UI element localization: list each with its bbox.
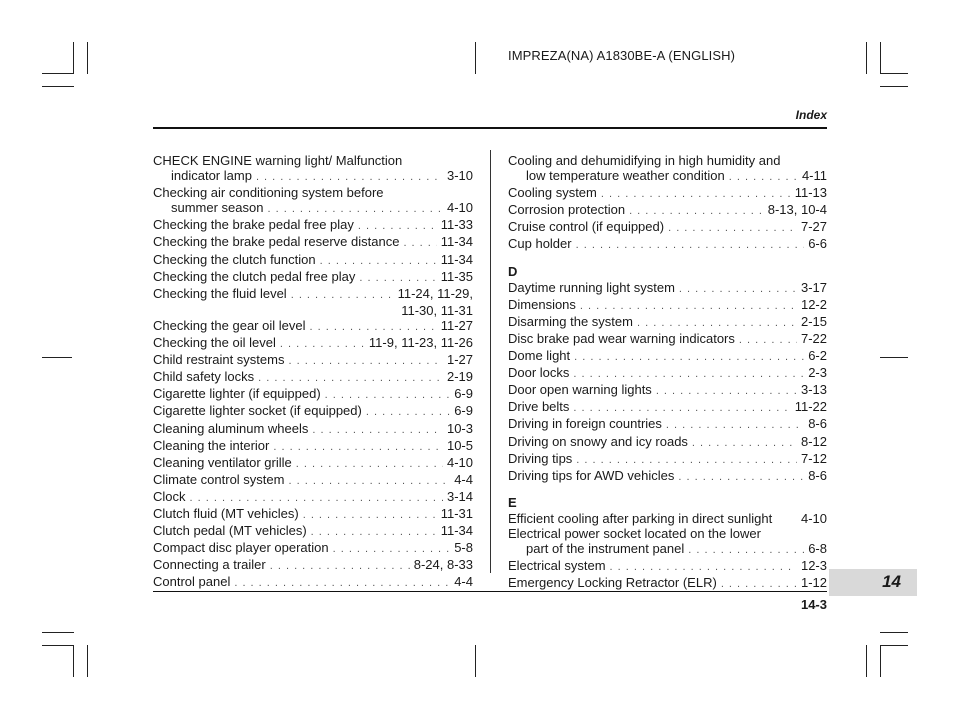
dot-leader bbox=[256, 170, 443, 185]
entry-page: 7-22 bbox=[800, 330, 827, 346]
index-entry bbox=[508, 297, 827, 314]
entry-page: 1-12 bbox=[800, 575, 827, 591]
index-entry bbox=[508, 526, 827, 558]
dot-leader bbox=[729, 170, 798, 185]
entry-title: Child restraint systems bbox=[153, 352, 285, 368]
dot-leader bbox=[273, 440, 443, 455]
index-entry bbox=[153, 335, 473, 352]
dot-leader bbox=[270, 559, 410, 574]
index-column-left bbox=[153, 153, 473, 591]
entry-page: 5-8 bbox=[454, 540, 473, 556]
crop-mark bbox=[42, 86, 74, 87]
entry-title: Driving tips bbox=[508, 450, 573, 466]
column-divider bbox=[490, 150, 491, 573]
dot-leader bbox=[280, 337, 365, 352]
entry-page: 8-13, 10-4 bbox=[767, 202, 827, 218]
index-entry bbox=[153, 574, 473, 591]
entry-page: 11-34 bbox=[440, 251, 473, 267]
entry-page: 4-11 bbox=[801, 168, 827, 184]
index-entry bbox=[153, 217, 473, 234]
crop-mark bbox=[87, 42, 88, 74]
crop-mark bbox=[880, 632, 908, 633]
index-entry bbox=[153, 185, 473, 217]
index-entry bbox=[153, 234, 473, 251]
dot-leader bbox=[576, 238, 805, 253]
entry-title: Cigarette lighter (if equipped) bbox=[153, 386, 321, 402]
crop-mark bbox=[866, 42, 867, 74]
dot-leader bbox=[637, 316, 797, 331]
index-entry bbox=[508, 331, 827, 348]
dot-leader bbox=[576, 453, 797, 468]
entry-page: 8-12 bbox=[800, 433, 827, 449]
document-id: IMPREZA(NA) A1830BE-A (ENGLISH) bbox=[508, 48, 736, 63]
entry-title: Compact disc player operation bbox=[153, 540, 329, 556]
index-entry bbox=[508, 416, 827, 433]
chapter-tab-number: 14 bbox=[882, 572, 901, 591]
index-entry bbox=[153, 557, 473, 574]
dot-leader bbox=[303, 508, 437, 523]
index-entry bbox=[508, 153, 827, 185]
entry-page: 11-9, 11-23, 11-26 bbox=[368, 335, 473, 351]
dot-leader bbox=[333, 542, 451, 557]
dot-leader bbox=[325, 388, 451, 403]
dot-leader bbox=[358, 219, 437, 234]
dot-leader bbox=[258, 371, 443, 386]
entry-page: 11-33 bbox=[440, 217, 473, 233]
crop-mark bbox=[880, 42, 881, 74]
entry-page: 11-13 bbox=[794, 185, 827, 201]
index-entry bbox=[153, 523, 473, 540]
entry-title: Dome light bbox=[508, 348, 571, 364]
entry-page: 11-22 bbox=[794, 399, 827, 415]
entry-title: Cigarette lighter socket (if equipped) bbox=[153, 403, 362, 419]
index-entry bbox=[153, 540, 473, 557]
dot-leader bbox=[580, 299, 797, 314]
entry-title: Drive belts bbox=[508, 399, 570, 415]
entry-title: CHECK ENGINE warning light/ Malfunction bbox=[153, 153, 403, 168]
dot-leader bbox=[573, 367, 804, 382]
index-entry bbox=[153, 489, 473, 506]
dot-leader bbox=[190, 491, 443, 506]
dot-leader bbox=[629, 204, 764, 219]
crop-mark bbox=[880, 86, 908, 87]
dot-leader bbox=[692, 436, 797, 451]
dot-leader bbox=[311, 525, 437, 540]
crop-mark bbox=[42, 73, 74, 74]
entry-title: Cruise control (if equipped) bbox=[508, 219, 665, 235]
entry-title: Child safety locks bbox=[153, 369, 255, 385]
dot-leader bbox=[234, 576, 450, 591]
entry-title: Cleaning ventilator grille bbox=[153, 454, 292, 470]
entry-title: Cup holder bbox=[508, 236, 572, 252]
entry-title: Checking the fluid level bbox=[153, 285, 287, 301]
dot-leader bbox=[601, 187, 791, 202]
dot-leader bbox=[656, 384, 797, 399]
index-entry bbox=[153, 252, 473, 269]
entry-title: Daytime running light system bbox=[508, 279, 675, 295]
entry-page: 6-6 bbox=[808, 236, 827, 252]
index-entry bbox=[508, 468, 827, 485]
index-entry bbox=[508, 280, 827, 297]
dot-leader bbox=[403, 236, 436, 251]
entry-page: 6-8 bbox=[808, 541, 827, 557]
entry-page: 2-15 bbox=[800, 313, 827, 329]
entry-title: Control panel bbox=[153, 574, 231, 590]
header-rule bbox=[153, 127, 827, 129]
entry-page: 12-2 bbox=[800, 296, 827, 312]
entry-title: Cooling and dehumidifying in high humidity and bbox=[508, 153, 781, 168]
index-entry bbox=[153, 286, 473, 318]
footer-rule bbox=[153, 591, 827, 592]
index-entry bbox=[153, 153, 473, 185]
crop-mark bbox=[42, 632, 74, 633]
dot-leader bbox=[309, 320, 436, 335]
entry-title: Checking the oil level bbox=[153, 335, 276, 351]
index-entry bbox=[508, 382, 827, 399]
entry-page: 4-4 bbox=[454, 574, 473, 590]
crop-mark bbox=[880, 357, 908, 358]
entry-page: 3-13 bbox=[800, 382, 827, 398]
entry-page: 11-34 bbox=[440, 523, 473, 539]
entry-page: 2-3 bbox=[808, 365, 827, 381]
crop-mark bbox=[42, 645, 74, 646]
entry-title: Clutch pedal (MT vehicles) bbox=[153, 523, 307, 539]
crop-mark bbox=[475, 645, 476, 677]
entry-page: 3-17 bbox=[800, 279, 827, 295]
index-entry bbox=[153, 472, 473, 489]
entry-page: 3-10 bbox=[446, 168, 473, 184]
index-entry bbox=[508, 434, 827, 451]
index-entry bbox=[153, 352, 473, 369]
index-entry bbox=[508, 558, 827, 575]
entry-title: Disc brake pad wear warning indicators bbox=[508, 330, 735, 346]
crop-mark bbox=[42, 357, 72, 358]
index-entry bbox=[153, 438, 473, 455]
dot-leader bbox=[267, 202, 442, 217]
entry-page: 3-14 bbox=[446, 488, 473, 504]
dot-leader bbox=[288, 354, 442, 369]
dot-leader bbox=[320, 254, 437, 269]
page-number: 14-3 bbox=[800, 597, 827, 612]
index-entry bbox=[508, 314, 827, 331]
entry-page: 2-19 bbox=[446, 369, 473, 385]
entry-page: 6-9 bbox=[454, 386, 473, 402]
entry-page: 7-27 bbox=[800, 219, 827, 235]
entry-title-continued: summer season bbox=[171, 200, 264, 216]
entry-title: Connecting a trailer bbox=[153, 557, 266, 573]
index-entry bbox=[508, 202, 827, 219]
index-entry bbox=[508, 236, 827, 253]
entry-title: Checking the brake pedal reserve distance bbox=[153, 234, 400, 250]
crop-mark bbox=[87, 645, 88, 677]
entry-title: Driving on snowy and icy roads bbox=[508, 433, 688, 449]
index-entry bbox=[153, 506, 473, 523]
index-entry bbox=[153, 403, 473, 420]
entry-title: Checking the brake pedal free play bbox=[153, 217, 354, 233]
dot-leader bbox=[668, 221, 797, 236]
crop-mark bbox=[73, 42, 74, 74]
dot-leader bbox=[288, 474, 450, 489]
entry-title: Checking air conditioning system before bbox=[153, 185, 384, 201]
index-entry bbox=[153, 318, 473, 335]
entry-title: Clock bbox=[153, 488, 186, 504]
entry-title: Cleaning aluminum wheels bbox=[153, 420, 309, 436]
entry-title: Dimensions bbox=[508, 296, 576, 312]
entry-page: 11-24, 11-29, bbox=[397, 285, 473, 301]
dot-leader bbox=[666, 418, 804, 433]
entry-title: Cooling system bbox=[508, 185, 597, 201]
entry-title: Disarming the system bbox=[508, 313, 633, 329]
entry-title: Emergency Locking Retractor (ELR) bbox=[508, 575, 717, 591]
entry-title: Electrical system bbox=[508, 558, 606, 574]
index-entry bbox=[508, 365, 827, 382]
entry-title: Checking the clutch function bbox=[153, 251, 316, 267]
dot-leader bbox=[359, 271, 436, 286]
entry-page: 11-35 bbox=[440, 268, 473, 284]
dot-leader bbox=[610, 560, 797, 575]
entry-page: 8-6 bbox=[808, 416, 827, 432]
section-letter-d: D bbox=[508, 263, 518, 279]
entry-page: 6-9 bbox=[454, 403, 473, 419]
entry-page: 1-27 bbox=[446, 352, 473, 368]
dot-leader bbox=[739, 333, 797, 348]
crop-mark bbox=[475, 42, 476, 74]
dot-leader bbox=[366, 405, 450, 420]
crop-mark bbox=[866, 645, 867, 677]
index-entry bbox=[153, 386, 473, 403]
chapter-tab bbox=[829, 569, 917, 596]
entry-page: 12-3 bbox=[800, 558, 827, 574]
index-entry bbox=[508, 575, 827, 592]
entry-title: Checking the clutch pedal free play bbox=[153, 268, 356, 284]
crop-mark bbox=[880, 645, 908, 646]
entry-page: 6-2 bbox=[808, 348, 827, 364]
entry-page: 10-3 bbox=[446, 420, 473, 436]
entry-page: 7-12 bbox=[800, 450, 827, 466]
index-entry bbox=[153, 455, 473, 472]
dot-leader bbox=[679, 282, 797, 297]
index-entry bbox=[153, 269, 473, 286]
entry-page: 4-10 bbox=[800, 510, 827, 526]
crop-mark bbox=[73, 645, 74, 677]
index-entry bbox=[508, 185, 827, 202]
entry-title: Climate control system bbox=[153, 471, 285, 487]
entry-title: Electrical power socket located on the lower bbox=[508, 525, 761, 541]
entry-page: 11-34 bbox=[440, 234, 473, 250]
index-column-right bbox=[508, 153, 827, 592]
entry-page: 8-6 bbox=[808, 467, 827, 483]
index-entry bbox=[508, 399, 827, 416]
dot-leader bbox=[291, 288, 394, 303]
index-entry bbox=[508, 511, 827, 526]
entry-page: 4-10 bbox=[446, 200, 473, 216]
entry-title: Clutch fluid (MT vehicles) bbox=[153, 505, 299, 521]
dot-leader bbox=[296, 457, 443, 472]
crop-mark bbox=[880, 73, 908, 74]
entry-title: Corrosion protection bbox=[508, 202, 626, 218]
entry-title: Driving tips for AWD vehicles bbox=[508, 467, 675, 483]
entry-title-continued: indicator lamp bbox=[171, 168, 252, 184]
entry-title: Efficient cooling after parking in direct sunlight bbox=[508, 510, 773, 526]
entry-title: Door locks bbox=[508, 365, 570, 381]
crop-mark bbox=[880, 645, 881, 677]
index-entry bbox=[508, 219, 827, 236]
dot-leader bbox=[688, 543, 804, 558]
entry-title: Cleaning the interior bbox=[153, 437, 270, 453]
dot-leader bbox=[573, 401, 790, 416]
entry-title: Door open warning lights bbox=[508, 382, 652, 398]
entry-page-continued: 11-30, 11-31 bbox=[401, 302, 473, 318]
entry-title: Checking the gear oil level bbox=[153, 317, 306, 333]
entry-page: 4-10 bbox=[446, 454, 473, 470]
index-entry bbox=[508, 348, 827, 365]
entry-title: Driving in foreign countries bbox=[508, 416, 662, 432]
index-entry bbox=[153, 369, 473, 386]
entry-page: 8-24, 8-33 bbox=[413, 557, 473, 573]
index-entry bbox=[508, 451, 827, 468]
entry-page: 11-31 bbox=[440, 505, 473, 521]
index-entry bbox=[153, 421, 473, 438]
section-title: Index bbox=[795, 108, 827, 122]
entry-page: 10-5 bbox=[446, 437, 473, 453]
dot-leader bbox=[574, 350, 804, 365]
dot-leader bbox=[678, 470, 804, 485]
section-letter-e: E bbox=[508, 494, 517, 510]
entry-title-continued: part of the instrument panel bbox=[526, 541, 685, 557]
entry-page: 11-27 bbox=[440, 317, 473, 333]
entry-page: 4-4 bbox=[454, 471, 473, 487]
entry-title-continued: low temperature weather condition bbox=[526, 168, 725, 184]
dot-leader bbox=[312, 423, 443, 438]
